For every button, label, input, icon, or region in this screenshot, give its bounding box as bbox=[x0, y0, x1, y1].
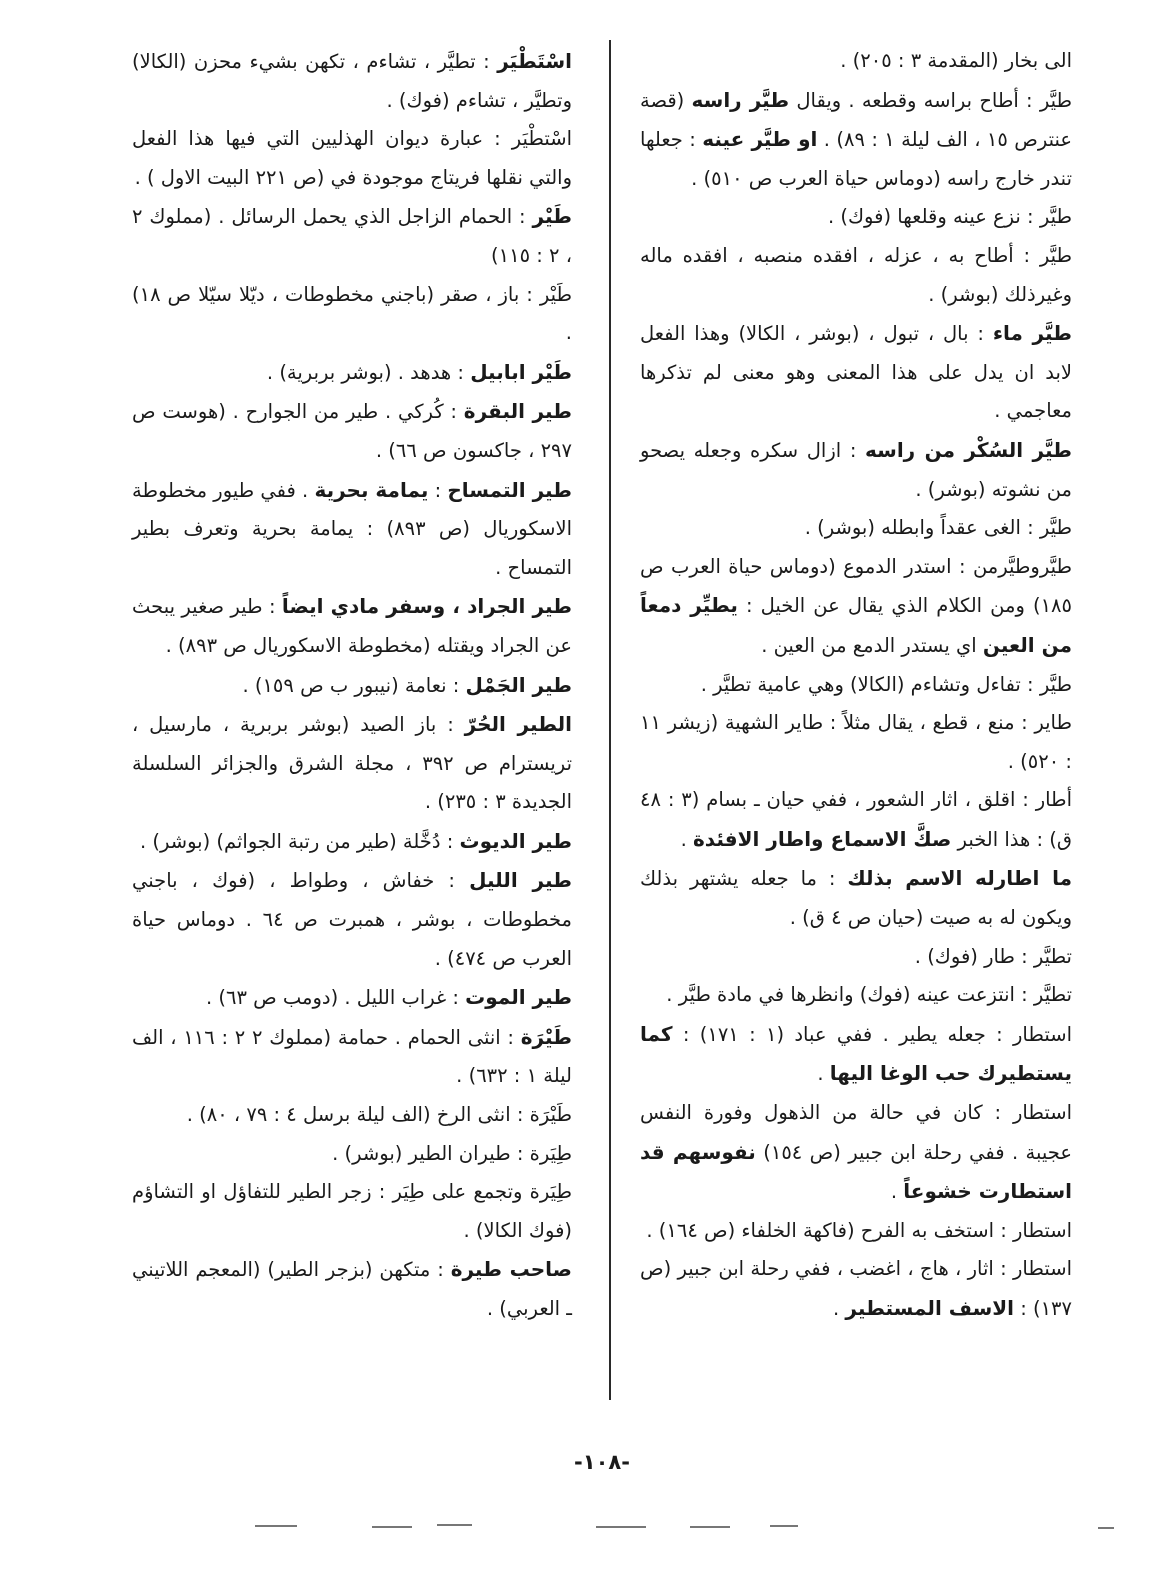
entry-text: : هدهد . (بوشر بربرية) . bbox=[266, 360, 471, 384]
scan-mark bbox=[255, 1525, 297, 1527]
scan-mark bbox=[372, 1526, 412, 1528]
entry-text: : دُخَّلة (طير من رتبة الجواثم) (بوشر) . bbox=[140, 829, 460, 853]
dictionary-entry bbox=[132, 392, 572, 470]
entry-text: : الحمام الزاجل الذي يحمل الرسائل . (مملوك ٢ ، ٢ : ١١٥) bbox=[132, 205, 572, 267]
entry-headword: اسْتَطْيَر bbox=[497, 49, 572, 73]
dictionary-entry bbox=[640, 1015, 1072, 1094]
entry-headword: طير البقرة bbox=[463, 399, 572, 424]
entry-headword: الاسف المستطير bbox=[845, 1296, 1014, 1320]
dictionary-entry bbox=[132, 822, 572, 862]
entry-headword: طير الليل bbox=[469, 868, 572, 893]
entry-headword: طير الجراد ، وسفر مادي ايضاً bbox=[281, 594, 572, 619]
entry-text: طاير : منع ، قطع ، يقال مثلاً : طاير الشهية (زيشر ١١ : ٥٢٠) . bbox=[640, 711, 1072, 773]
entry-text: : خفاش ، وطواط ، (فوك ، باجني مخطوطات ، بوشر ، همبرت ص ٦٤ . دوماس حياة العرب ص ٤٧٤) . bbox=[132, 869, 572, 970]
entry-headword: ما اطارله الاسم بذلك bbox=[847, 866, 1072, 891]
entry-headword: طَيْر ابابيل bbox=[470, 359, 572, 384]
dictionary-entry bbox=[640, 938, 1072, 977]
entry-text: . ففي طيور مخطوطة الاسكوريال (ص ٨٩٣) : يمامة بحرية وتعرف بطير التمساح . bbox=[132, 478, 572, 579]
entry-text: : ما جعله يشتهر بذلك ويكون له به صيت (حيان ص ٤ ق) . bbox=[640, 867, 1072, 930]
entry-text: أطار : اقلق ، اثار الشعور ، ففي حيان ـ بسام (٣ : ٤٨ ق) : هذا الخبر bbox=[640, 788, 1072, 851]
dictionary-entry bbox=[132, 1096, 572, 1135]
dictionary-entry bbox=[640, 1212, 1072, 1251]
entry-text: طيَّر : أطاح به ، عزله ، افقده منصبه ، افقده ماله وغيرذلك (بوشر) . bbox=[640, 243, 1072, 306]
entry-text: : bbox=[428, 478, 448, 502]
scan-mark bbox=[770, 1525, 798, 1527]
entry-text: . bbox=[817, 1062, 830, 1086]
dictionary-entry bbox=[640, 81, 1072, 199]
entry-headword: طيَّر راسه bbox=[691, 87, 790, 112]
entry-text: : بال ، تبول ، (بوشر ، الكالا) وهذا الفعل لابد ان يدل على هذا المعنى وهو معنى لم تذكرها معاجمي . bbox=[640, 322, 1072, 423]
entry-headword: طير التمساح bbox=[447, 477, 573, 502]
entry-headword: او طيَّر عينه bbox=[702, 127, 818, 152]
entry-text: طَيْرَة : انثى الرخ (الف ليلة برسل ٤ : ٧٩ ، ٨٠) . bbox=[186, 1103, 572, 1127]
dictionary-entry bbox=[640, 976, 1072, 1015]
column-divider bbox=[609, 40, 611, 1400]
entry-headword: طَيْر bbox=[532, 204, 572, 229]
dictionary-entry bbox=[640, 666, 1072, 705]
entry-headword: طير الديوث bbox=[459, 828, 572, 853]
dictionary-entry bbox=[640, 704, 1072, 781]
entry-text: : تطيَّر ، تشاءم ، تكهن بشيء محزن (الكالا) وتطيَّر ، تشاءم (فوك) . bbox=[132, 50, 572, 112]
entry-text: استطار : جعله يطير . ففي عباد (١ : ١٧١) : bbox=[672, 1022, 1072, 1046]
entry-headword: الطير الحُرّ bbox=[464, 712, 572, 737]
scan-mark bbox=[1098, 1527, 1114, 1529]
dictionary-entry bbox=[132, 1250, 572, 1328]
dictionary-entry bbox=[132, 1173, 572, 1250]
entry-text: : انثى الحمام . حمامة (مملوك ٢ ٢ : ١١٦ ، الف ليلة ١ : ٦٣٢) . bbox=[132, 1025, 572, 1088]
entry-text: : باز الصيد (بوشر بربرية ، مارسيل ، تريسترام ص ٣٩٢ ، مجلة الشرق والجزائر السلسلة الجديدة ٣ : ٢٣٥) . bbox=[132, 713, 572, 814]
entry-text: طيَّر : نزع عينه وقلعها (فوك) . bbox=[827, 205, 1072, 229]
entry-headword: طير الجَمْل bbox=[465, 672, 572, 697]
dictionary-entry bbox=[132, 978, 572, 1018]
entry-text: . bbox=[890, 1180, 904, 1204]
entry-text: : كُركي . طير من الجوارح . (هوست ص ٢٩٧ ، جاكسون ص ٦٦) . bbox=[132, 400, 572, 462]
entry-headword: طَيْرَة bbox=[520, 1024, 572, 1049]
right-column bbox=[640, 42, 1072, 1329]
dictionary-entry bbox=[132, 353, 572, 393]
entry-text: استطار : اثار ، هاج ، اغضب ، ففي رحلة ابن جبير (ص ١٣٧) : bbox=[640, 1257, 1072, 1320]
dictionary-entry bbox=[640, 1250, 1072, 1328]
dictionary-entry bbox=[640, 1094, 1072, 1212]
entry-headword: صاحب طيرة bbox=[450, 1257, 573, 1282]
dictionary-entry bbox=[132, 471, 572, 588]
entry-text: اسْتطْيَر : عبارة ديوان الهذليين التي فيها هذا الفعل والتي نقلها فريتاج موجودة في (ص ٢٢١ البيت الاول ) . bbox=[132, 127, 572, 189]
entry-headword: يطيِّر دمعاً من العين bbox=[640, 593, 1072, 657]
entry-text: اي يستدر الدمع من العين . bbox=[761, 633, 983, 657]
dictionary-entry bbox=[640, 548, 1072, 666]
entry-text: طِيَرة : طيران الطير (بوشر) . bbox=[332, 1141, 572, 1165]
dictionary-entry bbox=[132, 42, 572, 120]
dictionary-entry bbox=[132, 197, 572, 275]
dictionary-entry bbox=[640, 859, 1072, 937]
entry-text: (قصة عنترص ١٥ ، الف ليلة ١ : ٨٩) . bbox=[640, 88, 1073, 152]
dictionary-entry bbox=[132, 705, 572, 822]
entry-text: الى بخار (المقدمة ٣ : ٢٠٥) . bbox=[840, 49, 1072, 72]
dictionary-entry bbox=[132, 666, 572, 706]
entry-text: طِيَرة وتجمع على طِيَر : زجر الطير للتفاؤل او التشاؤم (فوك الكالا) . bbox=[132, 1180, 572, 1242]
entry-headword: يمامة بحرية bbox=[314, 477, 429, 502]
dictionary-entry bbox=[132, 861, 572, 978]
scan-mark bbox=[690, 1526, 730, 1528]
entry-text: . bbox=[833, 1297, 846, 1320]
entry-text: تطيَّر : طار (فوك) . bbox=[914, 944, 1072, 968]
dictionary-entry bbox=[132, 1018, 572, 1096]
entry-text: : ازال سكره وجعله يصحو من نشوته (بوشر) . bbox=[640, 438, 1072, 501]
dictionary-entry bbox=[640, 509, 1072, 548]
left-column bbox=[132, 42, 572, 1329]
dictionary-entry bbox=[640, 237, 1072, 314]
entry-text: طَيْر : باز ، صقر (باجني مخطوطات ، ديّلا سيّلا ص ١٨) . bbox=[132, 282, 572, 345]
entry-text: : نعامة (نيبور ب ص ١٥٩) . bbox=[242, 673, 466, 697]
entry-headword: طير الموت bbox=[465, 985, 572, 1010]
entry-text: استطار : كان في حالة من الذهول وفورة النفس عجيبة . ففي رحلة ابن جبير (ص ١٥٤) bbox=[640, 1101, 1073, 1164]
entry-headword: طيَّر السُكْر من راسه bbox=[865, 437, 1072, 462]
entry-text: : غراب الليل . (دومب ص ٦٣) . bbox=[205, 986, 466, 1010]
entry-text: : جعلها تندر خارج راسه (دوماس حياة العرب ص ٥١٠) . bbox=[640, 128, 1072, 190]
dictionary-entry bbox=[640, 431, 1072, 509]
scan-mark bbox=[596, 1526, 646, 1528]
page-number: -١٠٨- bbox=[574, 1450, 630, 1474]
entry-text: : متكهن (بزجر الطير) (المعجم اللاتيني ـ العربي) . bbox=[132, 1258, 572, 1320]
dictionary-entry bbox=[132, 276, 572, 353]
scan-mark bbox=[437, 1524, 472, 1526]
entry-text: تطيَّر : انتزعت عينه (فوك) وانظرها في مادة طيَّر . bbox=[666, 983, 1072, 1007]
dictionary-entry bbox=[640, 781, 1072, 859]
entry-text: طيَّر : تفاءل وتشاءم (الكالا) وهي عامية تطيَّر . bbox=[700, 672, 1072, 696]
dictionary-entry bbox=[640, 314, 1072, 431]
dictionary-entry bbox=[132, 1135, 572, 1174]
entry-headword: صكَّ الاسماع واطار الافئدة bbox=[693, 826, 952, 851]
entry-text: طيَّر : أطاح براسه وقطعه . ويقال bbox=[789, 88, 1072, 112]
entry-headword: طيَّر ماء bbox=[992, 321, 1072, 346]
dictionary-entry bbox=[640, 42, 1072, 81]
entry-text: . bbox=[680, 827, 693, 851]
dictionary-entry bbox=[640, 198, 1072, 237]
dictionary-entry bbox=[132, 120, 572, 197]
entry-text: طيَّروطيَّرمن : استدر الدموع (دوماس حياة العرب ص ١٨٥) ومن الكلام الذي يقال عن الخيل : bbox=[640, 554, 1072, 618]
entry-text: طيَّر : الغى عقداً وابطله (بوشر) . bbox=[804, 516, 1072, 540]
entry-headword: كما يستطيرك حب الوغا اليها bbox=[640, 1021, 1072, 1086]
dictionary-entry bbox=[132, 587, 572, 665]
entry-headword: نفوسهم قد استطارت خشوعاً bbox=[640, 1139, 1072, 1204]
entry-text: استطار : استخف به الفرح (فاكهة الخلفاء (ص ١٦٤) . bbox=[646, 1218, 1072, 1242]
entry-text: : طير صغير يبحث عن الجراد ويقتله (مخطوطة الاسكوريال ص ٨٩٣) . bbox=[132, 595, 572, 657]
